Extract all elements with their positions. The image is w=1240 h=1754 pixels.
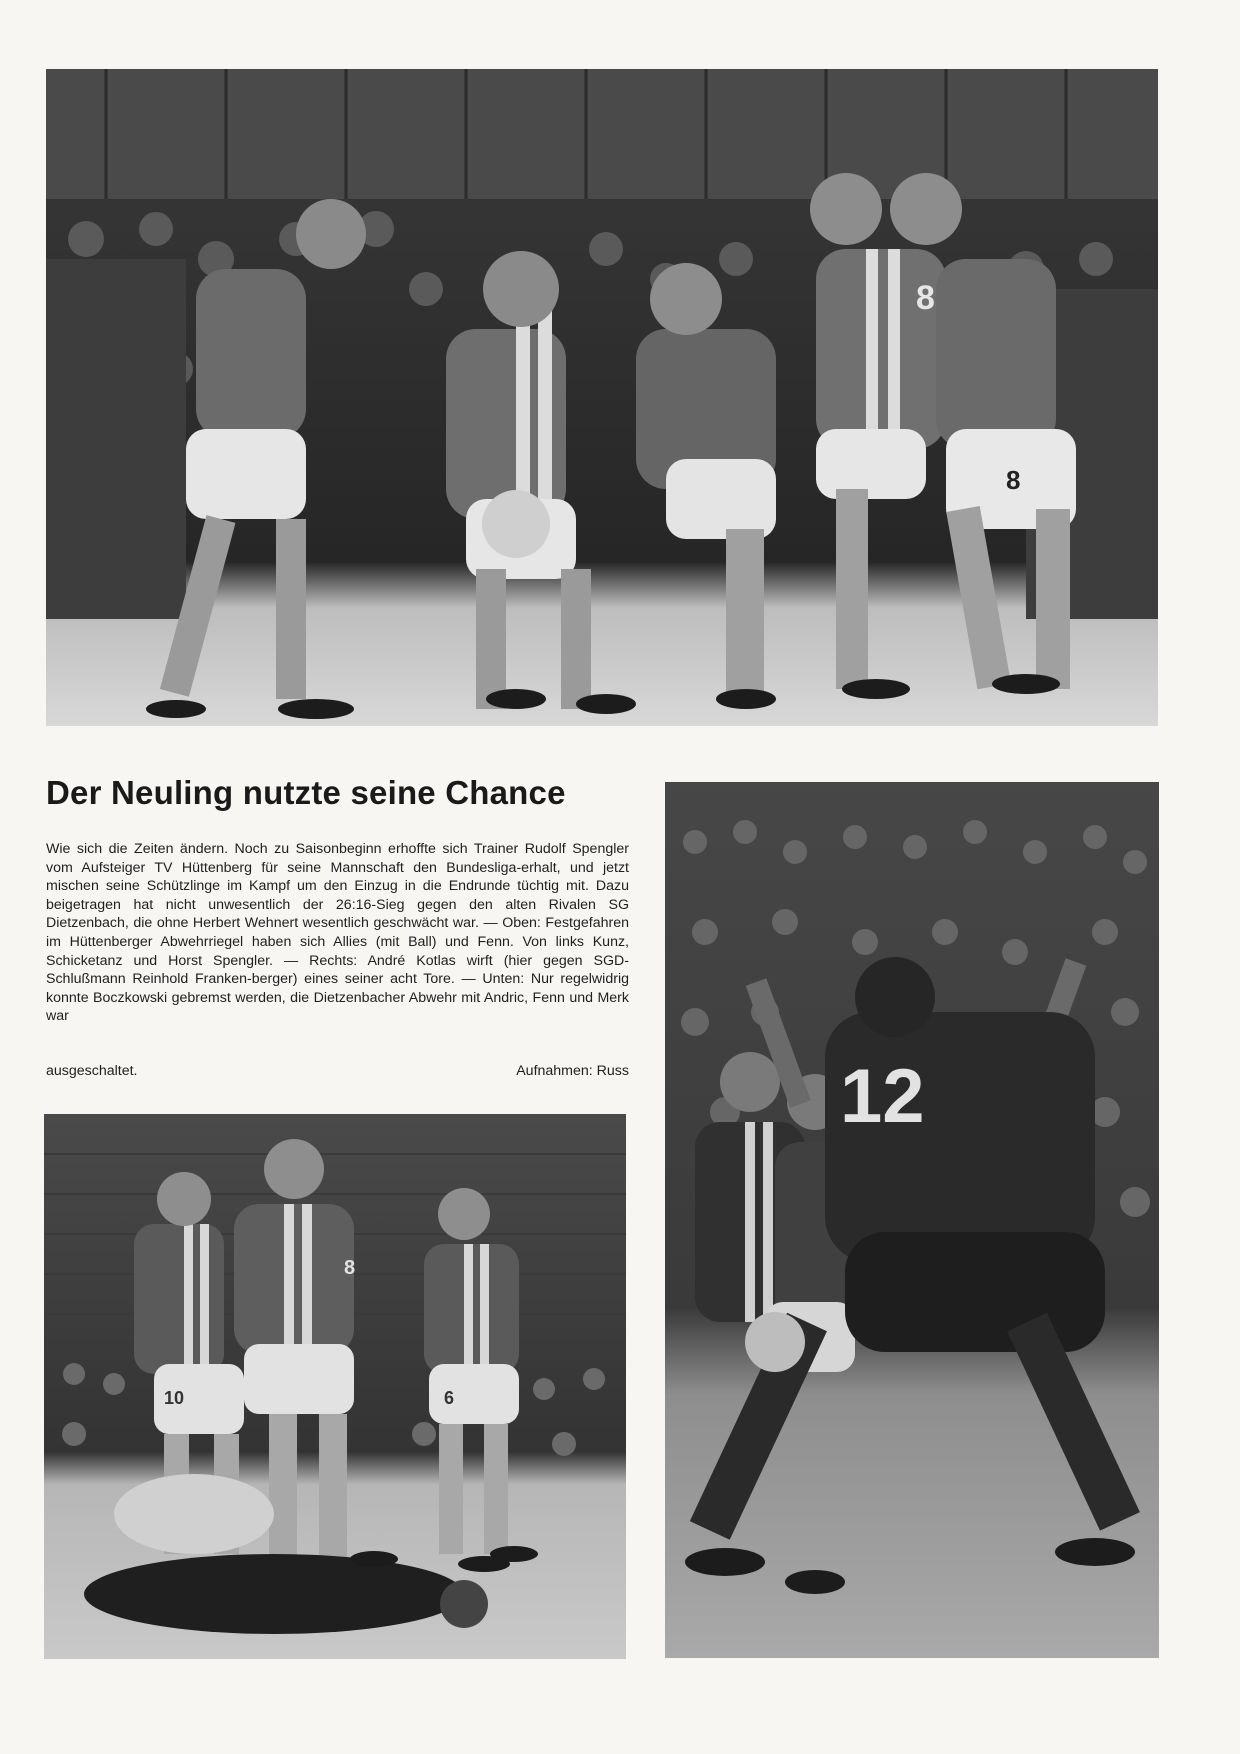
- article-closing-line: [46, 1062, 629, 1081]
- jersey-number-bottom-3: 6: [444, 1388, 455, 1408]
- article-body: Wie sich die Zeiten ändern. Noch zu Saisonbeginn erhoffte sich Trainer Rudolf Spengler vom Aufsteiger TV Hüttenberg für seine Mannschaft den Bundesliga-erhalt, und jetzt mischen seine Schützlinge im Kampf um den Einzug in die Endrunde tüchtig mit. Dazu beigetragen hat nicht unwesentlich der 26:16-Sieg gegen den alten Rivalen SG Dietzenbach, die ohne Herbert Wehnert wesentlich geschwächt war. — Oben: Festgefahren im Hüttenberger Abwehrriegel haben sich Allies (mit Ball) und Fenn. Von links Kunz, Schicketanz und Horst Spengler. — Rechts: André Kotlas wirft (hier gegen SGD-Schlußmann Reinhold Franken-berger) eines seiner acht Tore. — Unten: Nur regelwidrig konnte Boczkowski gebremst werden, die Dietzenbacher Abwehr mit Andric, Fenn und Merk war: [46, 841, 629, 1025]
- photo-bottom-left-image: [44, 1114, 626, 1659]
- jersey-number-top-1: 8: [916, 279, 935, 317]
- photo-right-image: [665, 782, 1159, 1658]
- photo-right-player-12-throwing: [665, 782, 1159, 1658]
- photo-bottom-left-fallen-player: [44, 1114, 626, 1659]
- photo-credit: Aufnahmen: Russ: [516, 1063, 629, 1079]
- jersey-number-bottom-1: 10: [164, 1388, 185, 1408]
- photo-top-image: [46, 69, 1158, 726]
- article-closing-word: ausgeschaltet.: [46, 1063, 138, 1079]
- photo-top-handball-defense: [46, 69, 1158, 726]
- article-headline: Der Neuling nutzte seine Chance: [46, 774, 566, 811]
- jersey-number-bottom-2: 8: [344, 1257, 356, 1279]
- jersey-number-top-2: 8: [1006, 465, 1021, 495]
- jersey-number-right: 12: [840, 1054, 925, 1139]
